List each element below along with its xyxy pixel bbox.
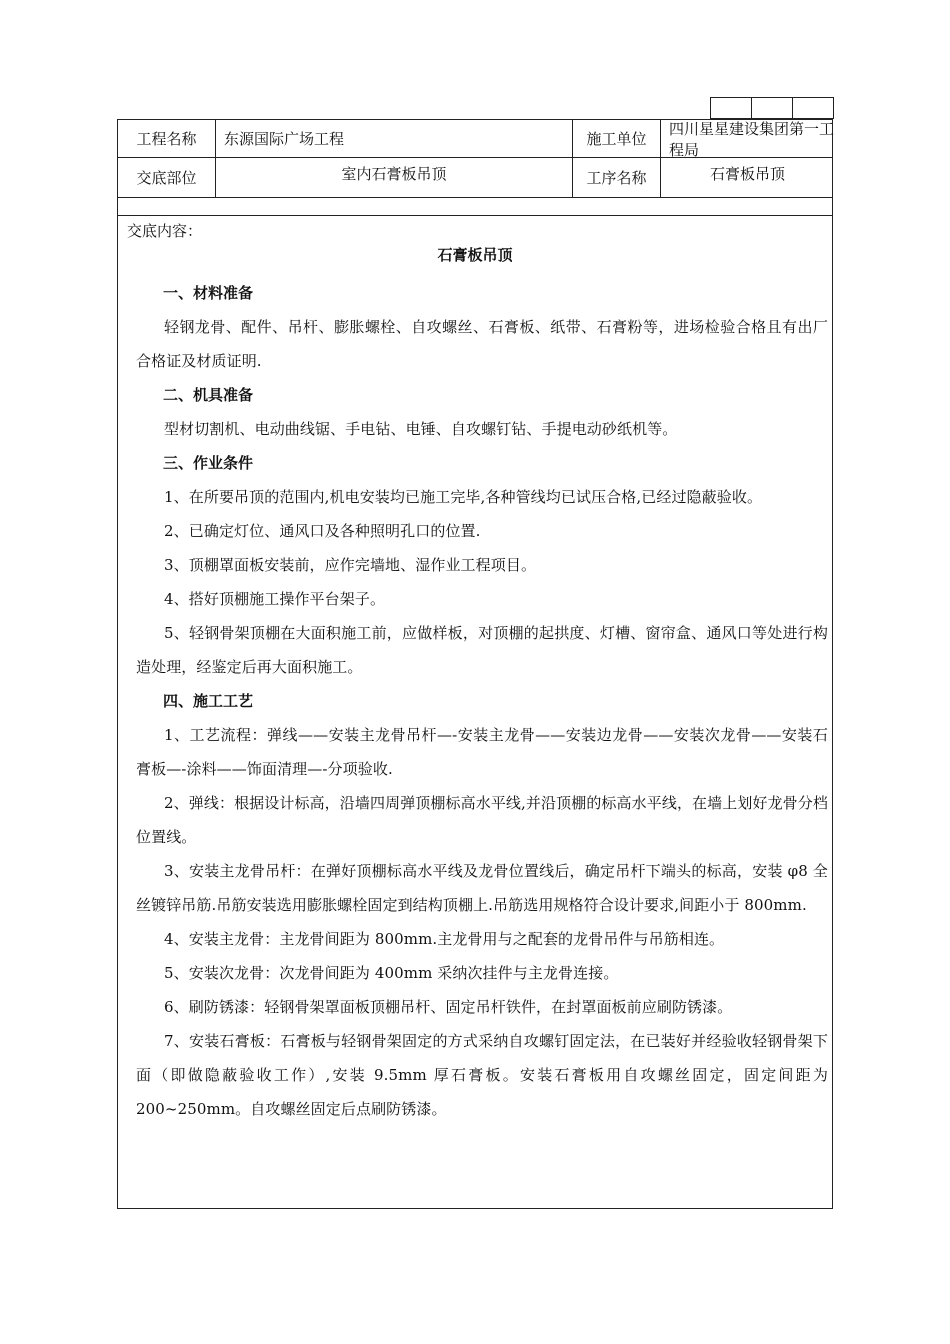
section-paragraph: 4、搭好顶棚施工操作平台架子。 [164, 590, 386, 608]
signature-boxes [710, 97, 834, 119]
signature-box-2 [752, 98, 793, 119]
project-name-value: 东源国际广场工程 [216, 120, 573, 157]
signature-box-1 [711, 98, 752, 119]
section-heading: 一、材料准备 [163, 284, 254, 302]
section-paragraph: 轻钢龙骨、配件、吊杆、膨胀螺栓、自攻螺丝、石膏板、纸带、石膏粉等，进场检验合格且有出厂合格证及材质证明. [136, 318, 828, 370]
project-name-label: 工程名称 [118, 120, 216, 157]
construction-unit-label: 施工单位 [573, 120, 661, 157]
handover-form [117, 119, 833, 1209]
section-paragraph: 2、已确定灯位、通风口及各种照明孔口的位置. [164, 522, 481, 540]
section-paragraph: 1、在所要吊顶的范围内,机电安装均已施工完毕,各种管线均已试压合格,已经过隐蔽验收。 [164, 488, 763, 506]
section-paragraph: 3、顶棚罩面板安装前，应作完墙地、湿作业工程项目。 [164, 556, 537, 574]
handover-part-label: 交底部位 [118, 157, 216, 197]
section-paragraph: 型材切割机、电动曲线锯、手电钻、电锤、自攻螺钉钻、手提电动砂纸机等。 [164, 420, 678, 438]
section-paragraph: 3、安装主龙骨吊杆：在弹好顶棚标高水平线及龙骨位置线后，确定吊杆下端头的标高，安装 φ8 全丝镀锌吊筋.吊筋安装选用膨胀螺栓固定到结构顶棚上.吊筋选用规格符合设计要求,间距小于 800mm. [136, 862, 828, 914]
section-paragraph: 5、轻钢骨架顶棚在大面积施工前，应做样板，对顶棚的起拱度、灯槽、窗帘盒、通风口等处进行构造处理，经鉴定后再大面积施工。 [136, 624, 828, 676]
header-row-2 [118, 157, 832, 198]
section-heading: 二、机具准备 [163, 386, 254, 404]
process-name-value: 石膏板吊顶 [709, 164, 785, 183]
handover-part-value: 室内石膏板吊顶 [216, 157, 573, 197]
section-paragraph: 4、安装主龙骨：主龙骨间距为 800mm.主龙骨用与之配套的龙骨吊件与吊筋相连。 [164, 930, 725, 948]
section-paragraph: 1、工艺流程：弹线——安装主龙骨吊杆—-安装主龙骨——安装边龙骨——安装次龙骨——安装石膏板—-涂料——饰面清理—-分项验收. [136, 726, 828, 778]
section-paragraph: 2、弹线：根据设计标高，沿墙四周弹顶棚标高水平线,并沿顶棚的标高水平线，在墙上划好龙骨分档位置线。 [136, 794, 828, 846]
section-heading: 三、作业条件 [163, 454, 254, 472]
header-row-1 [118, 119, 835, 159]
section-heading: 四、施工工艺 [163, 692, 254, 710]
header-spacer-row [118, 197, 832, 216]
signature-box-3 [793, 98, 834, 119]
construction-unit-value: 四川星星建设集团第一工程局 [669, 119, 835, 159]
content-body [136, 276, 828, 1126]
section-paragraph: 6、刷防锈漆：轻钢骨架罩面板顶棚吊杆、固定吊杆铁件，在封罩面板前应刷防锈漆。 [164, 998, 733, 1016]
content-title: 石膏板吊顶 [437, 246, 513, 264]
process-name-label: 工序名称 [573, 157, 661, 197]
section-paragraph: 7、安装石膏板：石膏板与轻钢骨架固定的方式采纳自攻螺钉固定法，在已装好并经验收轻钢骨架下面（即做隐蔽验收工作）,安装 9.5mm 厚石膏板。安装石膏板用自攻螺丝固定，固定间距为 200~250mm。自攻螺丝固定后点刷防锈漆。 [136, 1032, 828, 1118]
section-paragraph: 5、安装次龙骨：次龙骨间距为 400mm 采纳次挂件与主龙骨连接。 [164, 964, 619, 982]
content-label: 交底内容： [127, 222, 203, 240]
